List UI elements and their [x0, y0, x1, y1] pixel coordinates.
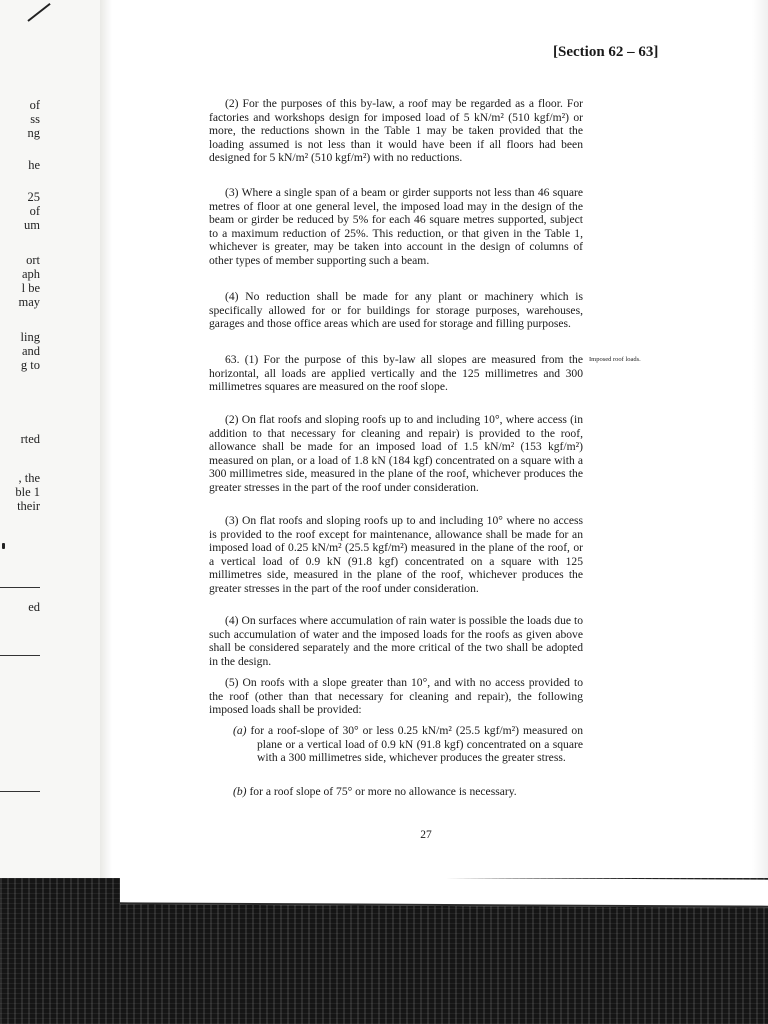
- facing-page-fragment: ort: [26, 253, 40, 267]
- sub-item-b: [233, 785, 583, 799]
- facing-page-fragment: um: [24, 218, 40, 232]
- page-number: 27: [420, 829, 432, 841]
- pen-mark: [27, 3, 50, 22]
- facing-page-fragment: ed: [28, 600, 40, 614]
- facing-page-rule: [0, 791, 40, 792]
- sub-item-label: (a): [233, 724, 247, 737]
- sub-item-a: [233, 724, 583, 765]
- facing-page-fragment: may: [18, 295, 40, 309]
- facing-page-rule: [0, 587, 40, 588]
- facing-page-fragment: ling: [20, 330, 40, 344]
- book-gutter: [100, 0, 112, 880]
- paragraph-62-3: (3) Where a single span of a beam or girder supports not less than 46 square metres of floor at one general level, the imposed load may in the design of the beam or girder be reduced by 5% for each 46 square metres supported, subject to a maximum reduction of 25%. This reduction, or that given in the Table 1, whichever is greater, may be taken into account in the design of columns of other types of member supporting such a beam.: [209, 186, 583, 267]
- facing-page-rule: [0, 655, 40, 656]
- facing-page-fragment: 25: [27, 190, 40, 204]
- facing-page-mark: [2, 543, 5, 549]
- facing-page-fragment: of: [29, 204, 40, 218]
- section-header: [Section 62 – 63]: [553, 44, 659, 60]
- paragraph-62-4: (4) No reduction shall be made for any plant or machinery which is specifically allowed for or for buildings for storage purposes, warehouses, garages and those office areas which are used for storage and filling purposes.: [209, 290, 583, 331]
- facing-page: [0, 0, 107, 880]
- facing-page-fragment: aph: [21, 267, 40, 281]
- facing-page-fragment: , the: [18, 471, 40, 485]
- page-bottom-edge: [120, 876, 768, 907]
- facing-page-fragment: ss: [30, 112, 40, 126]
- paragraph-62-2: (2) For the purposes of this by-law, a roof may be regarded as a floor. For factories and workshops design for imposed load of 5 kN/m² (510 kgf/m²) or more, the reductions shown in the Table 1 may be taken provided that the loading assumed is not less than it would have been if all floors had been designed for 5 kN/m² (510 kgf/m²) with no reductions.: [209, 97, 583, 165]
- sub-item-text: for a roof slope of 75° or more no allowance is necessary.: [249, 785, 517, 798]
- sub-item-label: (b): [233, 785, 247, 798]
- facing-page-fragment: and: [21, 344, 40, 358]
- facing-page-fragment: their: [17, 499, 40, 513]
- facing-page-fragment: l be: [21, 281, 40, 295]
- facing-page-fragment: rted: [20, 432, 40, 446]
- paragraph-63-5: (5) On roofs with a slope greater than 10°, and with no access provided to the roof (other than that necessary for cleaning and repair), the following imposed loads shall be provided:: [209, 676, 583, 717]
- paragraph-63-2: (2) On flat roofs and sloping roofs up to and including 10°, where access (in addition to that necessary for cleaning and repair) is provided to the roof, allowance shall be made for an imposed load of 1.5 kN/m² (153 kgf/m²) measured on plan, or a load of 1.8 kN (184 kgf) concentrated on a square with a 300 millimetres side, measured in the plane of the roof, whichever produces the greater stresses in the part of the roof under consideration.: [209, 413, 583, 494]
- marginal-note: Imposed roof loads.: [589, 356, 641, 363]
- page-right-edge: [752, 0, 768, 880]
- facing-page-fragment: ble 1: [15, 485, 40, 499]
- paragraph-63-3: (3) On flat roofs and sloping roofs up to and including 10° where no access is provided to the roof except for maintenance, allowance shall be made for an imposed load of 0.25 kN/m² (25.5 kgf/m²) measured in the plane of the roof, or a vertical load of 0.9 kN (91.8 kgf) concentrated on a square with 125 millimetres side, measured in the plane of the roof, whichever produces the greater stresses in the part of the roof under consideration.: [209, 514, 583, 595]
- paragraph-63-1: 63. (1) For the purpose of this by-law all slopes are measured from the horizontal, all loads are applied vertically and the 125 millimetres and 300 millimetres squares are measured on the roof slope.: [209, 353, 583, 394]
- facing-page-fragment: of: [29, 98, 40, 112]
- facing-page-fragment: g to: [20, 358, 40, 372]
- facing-page-fragment: he: [28, 158, 40, 172]
- paragraph-63-4: (4) On surfaces where accumulation of rain water is possible the loads due to such accumulation of water and the imposed loads for the roofs as given above shall be considered separately and the more critical of the two shall be adopted in the design.: [209, 614, 583, 668]
- facing-page-fragment: ng: [27, 126, 40, 140]
- sub-item-text: for a roof-slope of 30° or less 0.25 kN/m² (25.5 kgf/m²) measured on plane or a vertical load of 0.9 kN (91.8 kgf) concentrated on a square with a 300 millimetres side, whichever produces the greater stress.: [250, 724, 583, 765]
